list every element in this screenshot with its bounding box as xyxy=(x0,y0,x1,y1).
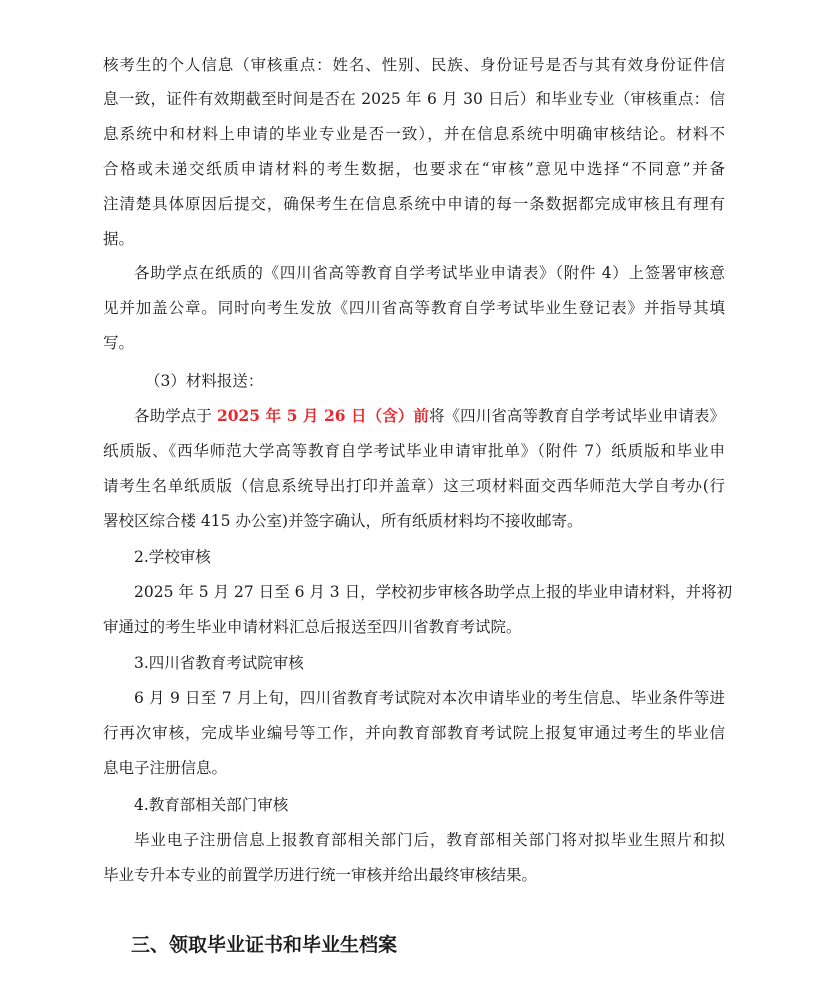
text-run: 将《四川省高等教育自学考试毕业申请表》 xyxy=(428,407,725,425)
paragraph-line: 息一致，证件有效期截至时间是否在 2025 年 6 月 30 日后）和毕业专业（审核重点：信 xyxy=(103,90,725,108)
paragraph-line xyxy=(134,399,725,433)
paragraph-line: 毕业电子注册信息上报教育部相关部门后，教育部相关部门将对拟毕业生照片和拟 xyxy=(134,831,725,849)
paragraph-line: 审通过的考生毕业申请材料汇总后报送至四川省教育考试院。 xyxy=(103,618,522,636)
paragraph-line: 据。 xyxy=(103,230,135,248)
paragraph-line: 息电子注册信息。 xyxy=(103,759,228,777)
paragraph-line: 见并加盖公章。同时向考生发放《四川省高等教育自学考试毕业生登记表》并指导其填 xyxy=(103,299,725,317)
paragraph-line: 息系统中和材料上申请的毕业专业是否一致），并在信息系统中明确审核结论。材料不 xyxy=(103,125,725,143)
paragraph-line: 写。 xyxy=(103,334,135,352)
paragraph-line: 毕业专升本专业的前置学历进行统一审核并给出最终审核结果。 xyxy=(103,866,538,884)
text-run: 各助学点于 xyxy=(134,407,217,425)
paragraph-line: 2025 年 5 月 27 日至 6 月 3 日，学校初步审核各助学点上报的毕业申请材料，并将初 xyxy=(134,583,733,601)
paragraph-line: 注清楚具体原因后提交，确保考生在信息系统中申请的每一条数据都完成审核且有理有 xyxy=(103,195,725,213)
paragraph-line: 请考生名单纸质版（信息系统导出打印并盖章）这三项材料面交西华师范大学自考办(行 xyxy=(103,477,725,495)
paragraph-line: 署校区综合楼 415 办公室)并签字确认，所有纸质材料均不接收邮寄。 xyxy=(103,512,583,530)
section-title: 2.学校审核 xyxy=(134,548,211,566)
section-title: 3.四川省教育考试院审核 xyxy=(134,654,304,672)
paragraph-line: 纸质版、《西华师范大学高等教育自学考试毕业申请审批单》（附件 7）纸质版和毕业申 xyxy=(103,442,725,460)
paragraph-line: 行再次审核，完成毕业编号等工作，并向教育部教育考试院上报复审通过考生的毕业信 xyxy=(103,724,725,742)
section-title: 4.教育部相关部门审核 xyxy=(134,796,289,814)
paragraph-line: 各助学点在纸质的《四川省高等教育自学考试毕业申请表》（附件 4）上签署审核意 xyxy=(134,264,725,282)
chapter-heading: 三、领取毕业证书和毕业生档案 xyxy=(131,934,398,956)
paragraph-line: 合格或未递交纸质申请材料的考生数据，也要求在“审核”意见中选择“不同意”并备 xyxy=(103,160,725,178)
paragraph-line: 核考生的个人信息（审核重点：姓名、性别、民族、身份证号是否与其有效身份证件信 xyxy=(103,56,725,74)
subsection-label: （3）材料报送： xyxy=(145,372,264,390)
deadline-highlight: 2025 年 5 月 26 日（含）前 xyxy=(216,406,429,425)
paragraph-line: 6 月 9 日至 7 月上旬，四川省教育考试院对本次申请毕业的考生信息、毕业条件等进 xyxy=(134,689,725,707)
